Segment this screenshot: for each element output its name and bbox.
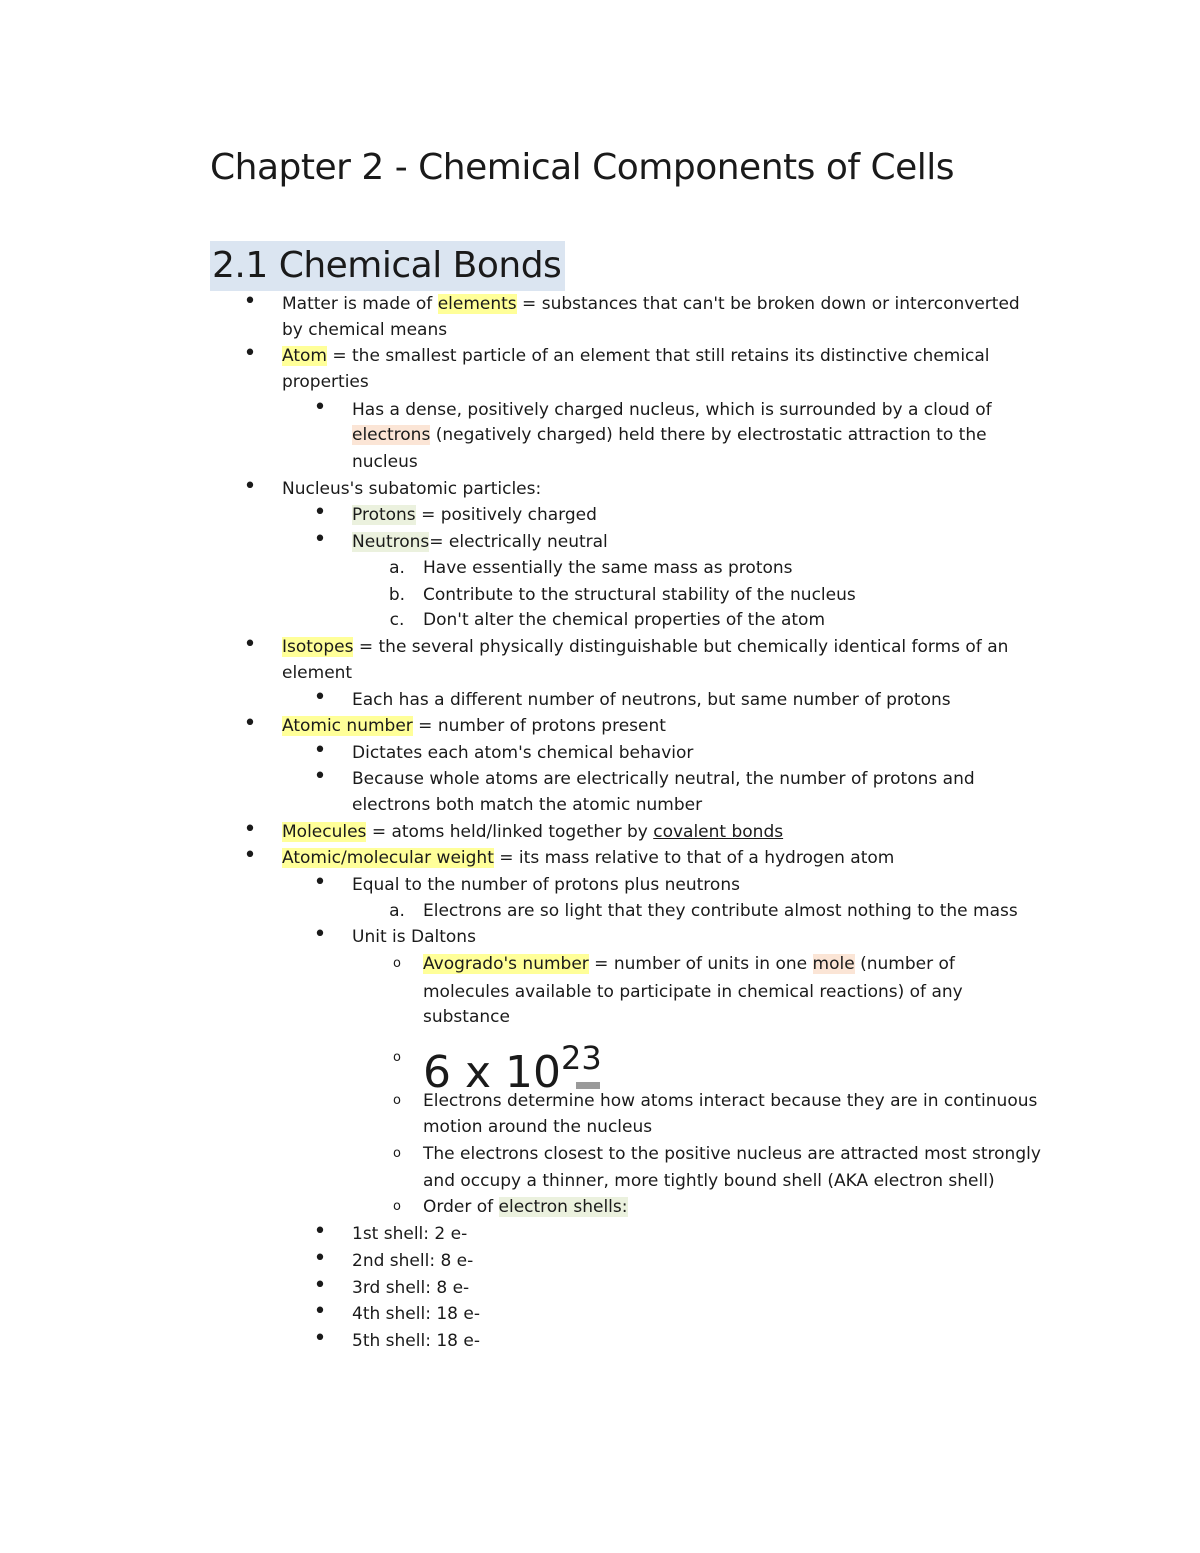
note-line: molecules available to participate in chemical reactions) of any: [423, 982, 963, 1002]
text: = electrically neutral: [429, 532, 608, 552]
text: = the several physically distinguishable but chemically identical forms of an: [353, 637, 1009, 657]
note-line: properties: [282, 372, 369, 392]
bullet-marker: •: [313, 1326, 327, 1351]
note-line: [282, 291, 1020, 317]
bullet-marker: •: [243, 474, 257, 499]
text: (negatively charged) held there by electrostatic attraction to the: [430, 425, 987, 445]
bullet-marker: •: [313, 1273, 327, 1298]
term-molecules: Molecules: [282, 822, 367, 842]
shell-item: 1st shell: 2 e-: [352, 1224, 468, 1244]
note-line: electrons both match the atomic number: [352, 795, 703, 815]
term-atomic-molecular-weight: Atomic/molecular weight: [282, 848, 494, 868]
note-line: nucleus: [352, 452, 418, 472]
note-line: Has a dense, positively charged nucleus, which is surrounded by a cloud of: [352, 400, 992, 420]
list-letter-b: b.: [388, 585, 406, 605]
note-line: Contribute to the structural stability of the nucleus: [423, 585, 856, 605]
text: = its mass relative to that of a hydrogen atom: [493, 848, 895, 868]
note-line: Because whole atoms are electrically neutral, the number of protons and: [352, 769, 975, 789]
shell-item: 2nd shell: 8 e-: [352, 1251, 474, 1271]
circle-marker: o: [393, 956, 401, 971]
bullet-marker: •: [313, 1246, 327, 1271]
section-heading: 2.1 Chemical Bonds: [210, 241, 565, 291]
note-line: [282, 634, 1008, 660]
note-line: Equal to the number of protons plus neutrons: [352, 875, 740, 895]
text: = substances that can't be broken down or interconverted: [516, 294, 1020, 314]
bullet-marker: •: [243, 711, 257, 736]
formula-exponent: 23: [561, 1039, 602, 1077]
bullet-marker: •: [313, 395, 327, 420]
circle-marker: o: [393, 1146, 401, 1161]
bullet-marker: •: [313, 738, 327, 763]
shell-item: 3rd shell: 8 e-: [352, 1278, 470, 1298]
bullet-marker: •: [313, 685, 327, 710]
bullet-marker: •: [243, 341, 257, 366]
bullet-marker: •: [243, 817, 257, 842]
bullet-marker: •: [243, 632, 257, 657]
note-line: and occupy a thinner, more tightly bound shell (AKA electron shell): [423, 1171, 995, 1191]
term-elements: elements: [437, 294, 517, 314]
term-isotopes: Isotopes: [282, 637, 354, 657]
note-line: [352, 502, 597, 528]
note-line: Don't alter the chemical properties of the atom: [423, 610, 826, 630]
term-mole: mole: [812, 954, 855, 974]
text: = the smallest particle of an element that still retains its distinctive chemical: [326, 346, 990, 366]
text: = number of protons present: [412, 716, 666, 736]
text: :: [621, 1197, 628, 1217]
bullet-marker: •: [313, 1299, 327, 1324]
text: = atoms held/linked together by: [366, 822, 654, 842]
page-title: Chapter 2 - Chemical Components of Cells: [210, 147, 955, 188]
bullet-marker: •: [243, 289, 257, 314]
note-line: Have essentially the same mass as protons: [423, 558, 793, 578]
bullet-marker: •: [313, 764, 327, 789]
term-atom: Atom: [282, 346, 327, 366]
note-line: [423, 951, 955, 977]
shell-item: 5th shell: 18 e-: [352, 1331, 480, 1351]
note-line: Each has a different number of neutrons, but same number of protons: [352, 690, 951, 710]
text: = number of units in one: [588, 954, 813, 974]
term-protons: Protons: [352, 505, 416, 525]
text: (number of: [854, 954, 955, 974]
note-line: [423, 1194, 628, 1220]
note-line: Electrons determine how atoms interact because they are in continuous: [423, 1091, 1038, 1111]
note-line: Nucleus's subatomic particles:: [282, 479, 542, 499]
circle-marker: o: [393, 1093, 401, 1108]
circle-marker: o: [393, 1199, 401, 1214]
note-line: [282, 845, 894, 871]
term-covalent-bonds: covalent bonds: [653, 822, 784, 842]
text: = positively charged: [415, 505, 597, 525]
note-line: [352, 422, 987, 448]
term-atomic-number: Atomic number: [282, 716, 413, 736]
note-line: Unit is Daltons: [352, 927, 476, 947]
text: Order of: [423, 1197, 499, 1217]
bullet-marker: •: [243, 843, 257, 868]
note-line: by chemical means: [282, 320, 448, 340]
term-neutrons: Neutrons: [352, 532, 430, 552]
circle-marker: o: [393, 1050, 401, 1065]
note-line: Electrons are so light that they contribute almost nothing to the mass: [423, 901, 1018, 921]
bullet-marker: •: [313, 870, 327, 895]
term-avogadros-number: Avogrado's number: [423, 954, 589, 974]
list-letter-a: a.: [389, 901, 405, 921]
bullet-marker: •: [313, 922, 327, 947]
text: Matter is made of: [282, 294, 438, 314]
bullet-marker: •: [313, 1219, 327, 1244]
note-line: [352, 529, 608, 555]
note-line: substance: [423, 1007, 510, 1027]
term-electrons: electrons: [352, 425, 431, 445]
note-line: The electrons closest to the positive nucleus are attracted most strongly: [423, 1144, 1041, 1164]
note-line: [282, 343, 990, 369]
bullet-marker: •: [313, 527, 327, 552]
note-line: [282, 713, 666, 739]
formula-base: 6 x 10: [423, 1047, 561, 1098]
shell-item: 4th shell: 18 e-: [352, 1304, 480, 1324]
note-line: element: [282, 663, 353, 683]
note-line: [282, 819, 783, 845]
list-letter-c: c.: [389, 610, 405, 630]
list-letter-a: a.: [389, 558, 405, 578]
bullet-marker: •: [313, 500, 327, 525]
note-line: Dictates each atom's chemical behavior: [352, 743, 694, 763]
term-electron-shells: electron shells: [498, 1197, 622, 1217]
note-line: motion around the nucleus: [423, 1117, 653, 1137]
